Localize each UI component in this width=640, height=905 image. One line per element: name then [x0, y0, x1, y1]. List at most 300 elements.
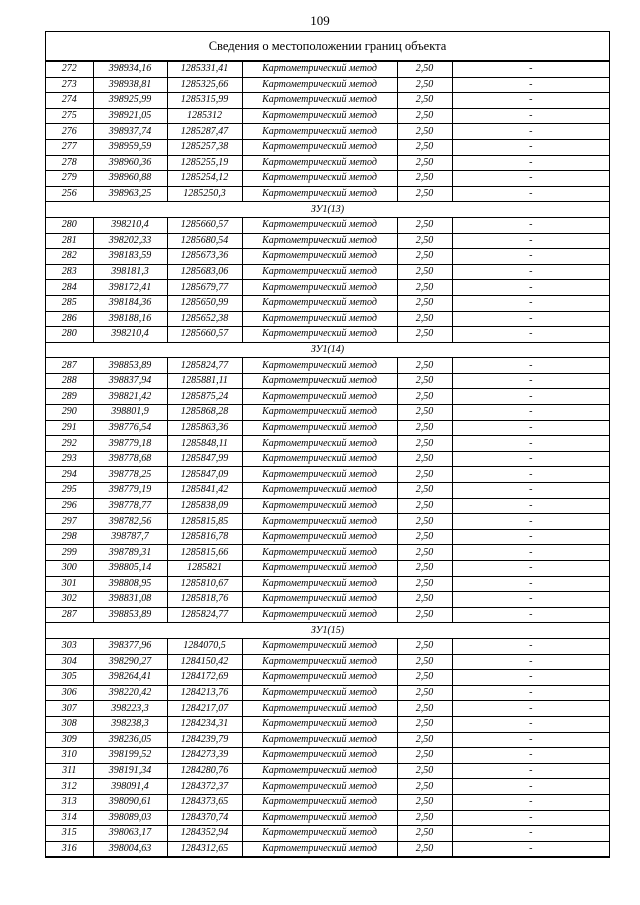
y-coordinate-cell: 1284150,42 [167, 654, 242, 670]
point-number-cell: 276 [46, 124, 93, 140]
x-coordinate-cell: 398220,42 [93, 685, 167, 701]
point-number-cell: 314 [46, 810, 93, 826]
x-coordinate-cell: 398960,36 [93, 155, 167, 171]
x-coordinate-cell: 398089,03 [93, 810, 167, 826]
description-cell: - [452, 514, 609, 530]
point-number-cell: 277 [46, 139, 93, 155]
description-cell: - [452, 607, 609, 623]
x-coordinate-cell: 398238,3 [93, 716, 167, 732]
point-number-cell: 305 [46, 670, 93, 686]
y-coordinate-cell: 1285848,11 [167, 436, 242, 452]
x-coordinate-cell: 398925,99 [93, 93, 167, 109]
table-row [46, 467, 609, 483]
point-number-cell: 298 [46, 529, 93, 545]
y-coordinate-cell: 1284239,79 [167, 732, 242, 748]
x-coordinate-cell: 398789,31 [93, 545, 167, 561]
description-cell: - [452, 841, 609, 857]
table-row [46, 826, 609, 842]
x-coordinate-cell: 398853,89 [93, 607, 167, 623]
table-row [46, 389, 609, 405]
table-row [46, 217, 609, 233]
point-number-cell: 274 [46, 93, 93, 109]
description-cell: - [452, 576, 609, 592]
point-number-cell: 301 [46, 576, 93, 592]
description-cell: - [452, 186, 609, 202]
y-coordinate-cell: 1285838,09 [167, 498, 242, 514]
method-cell: Картометрический метод [242, 576, 397, 592]
method-cell: Картометрический метод [242, 841, 397, 857]
description-cell: - [452, 654, 609, 670]
y-coordinate-cell: 1285255,19 [167, 155, 242, 171]
method-cell: Картометрический метод [242, 451, 397, 467]
precision-cell: 2,50 [397, 685, 452, 701]
method-cell: Картометрический метод [242, 810, 397, 826]
point-number-cell: 284 [46, 280, 93, 296]
table-row [46, 794, 609, 810]
precision-cell: 2,50 [397, 467, 452, 483]
point-number-cell: 272 [46, 62, 93, 78]
x-coordinate-cell: 398937,74 [93, 124, 167, 140]
precision-cell: 2,50 [397, 327, 452, 343]
x-coordinate-cell: 398210,4 [93, 217, 167, 233]
description-cell: - [452, 233, 609, 249]
description-cell: - [452, 810, 609, 826]
x-coordinate-cell: 398959,59 [93, 139, 167, 155]
y-coordinate-cell: 1285287,47 [167, 124, 242, 140]
point-number-cell: 279 [46, 171, 93, 187]
description-cell: - [452, 592, 609, 608]
point-number-cell: 310 [46, 748, 93, 764]
point-number-cell: 275 [46, 108, 93, 124]
method-cell: Картометрический метод [242, 638, 397, 654]
precision-cell: 2,50 [397, 545, 452, 561]
point-number-cell: 311 [46, 763, 93, 779]
table-row [46, 841, 609, 857]
table-row [46, 124, 609, 140]
table-row [46, 405, 609, 421]
description-cell: - [452, 280, 609, 296]
precision-cell: 2,50 [397, 358, 452, 374]
x-coordinate-cell: 398934,16 [93, 62, 167, 78]
method-cell: Картометрический метод [242, 108, 397, 124]
point-number-cell: 286 [46, 311, 93, 327]
precision-cell: 2,50 [397, 826, 452, 842]
precision-cell: 2,50 [397, 186, 452, 202]
method-cell: Картометрический метод [242, 405, 397, 421]
table-row [46, 685, 609, 701]
description-cell: - [452, 139, 609, 155]
method-cell: Картометрический метод [242, 217, 397, 233]
method-cell: Картометрический метод [242, 233, 397, 249]
precision-cell: 2,50 [397, 654, 452, 670]
table-row [46, 436, 609, 452]
x-coordinate-cell: 398779,18 [93, 436, 167, 452]
table-row [46, 171, 609, 187]
table-row [46, 420, 609, 436]
y-coordinate-cell: 1285863,36 [167, 420, 242, 436]
precision-cell: 2,50 [397, 295, 452, 311]
point-number-cell: 306 [46, 685, 93, 701]
table-row [46, 763, 609, 779]
point-number-cell: 278 [46, 155, 93, 171]
y-coordinate-cell: 1284373,65 [167, 794, 242, 810]
x-coordinate-cell: 398188,16 [93, 311, 167, 327]
coordinates-table [46, 61, 609, 857]
precision-cell: 2,50 [397, 638, 452, 654]
y-coordinate-cell: 1285824,77 [167, 607, 242, 623]
point-number-cell: 300 [46, 561, 93, 577]
table-row [46, 77, 609, 93]
table-row [46, 62, 609, 78]
section-row [46, 342, 609, 358]
method-cell: Картометрический метод [242, 420, 397, 436]
point-number-cell: 297 [46, 514, 93, 530]
point-number-cell: 285 [46, 295, 93, 311]
precision-cell: 2,50 [397, 108, 452, 124]
description-cell: - [452, 451, 609, 467]
description-cell: - [452, 529, 609, 545]
precision-cell: 2,50 [397, 217, 452, 233]
y-coordinate-cell: 1285875,24 [167, 389, 242, 405]
x-coordinate-cell: 398191,34 [93, 763, 167, 779]
table-row [46, 264, 609, 280]
point-number-cell: 289 [46, 389, 93, 405]
table-heading: Сведения о местоположении границ объекта [46, 32, 609, 61]
method-cell: Картометрический метод [242, 436, 397, 452]
section-label: ЗУ1(14) [46, 342, 609, 358]
y-coordinate-cell: 1285652,38 [167, 311, 242, 327]
y-coordinate-cell: 1285824,77 [167, 358, 242, 374]
x-coordinate-cell: 398264,41 [93, 670, 167, 686]
method-cell: Картометрический метод [242, 716, 397, 732]
y-coordinate-cell: 1285821 [167, 561, 242, 577]
table-row [46, 514, 609, 530]
table-row [46, 93, 609, 109]
description-cell: - [452, 670, 609, 686]
y-coordinate-cell: 1285331,41 [167, 62, 242, 78]
x-coordinate-cell: 398837,94 [93, 373, 167, 389]
method-cell: Картометрический метод [242, 186, 397, 202]
x-coordinate-cell: 398091,4 [93, 779, 167, 795]
method-cell: Картометрический метод [242, 670, 397, 686]
description-cell: - [452, 171, 609, 187]
description-cell: - [452, 405, 609, 421]
x-coordinate-cell: 398004,63 [93, 841, 167, 857]
y-coordinate-cell: 1285847,09 [167, 467, 242, 483]
point-number-cell: 280 [46, 217, 93, 233]
precision-cell: 2,50 [397, 62, 452, 78]
method-cell: Картометрический метод [242, 264, 397, 280]
description-cell: - [452, 826, 609, 842]
table-row [46, 155, 609, 171]
method-cell: Картометрический метод [242, 748, 397, 764]
method-cell: Картометрический метод [242, 467, 397, 483]
table-row [46, 529, 609, 545]
point-number-cell: 290 [46, 405, 93, 421]
description-cell: - [452, 389, 609, 405]
x-coordinate-cell: 398778,68 [93, 451, 167, 467]
method-cell: Картометрический метод [242, 62, 397, 78]
description-cell: - [452, 311, 609, 327]
description-cell: - [452, 295, 609, 311]
y-coordinate-cell: 1285816,78 [167, 529, 242, 545]
y-coordinate-cell: 1285257,38 [167, 139, 242, 155]
y-coordinate-cell: 1285312 [167, 108, 242, 124]
x-coordinate-cell: 398377,96 [93, 638, 167, 654]
description-cell: - [452, 794, 609, 810]
x-coordinate-cell: 398831,08 [93, 592, 167, 608]
x-coordinate-cell: 398183,59 [93, 249, 167, 265]
point-number-cell: 309 [46, 732, 93, 748]
table-row [46, 607, 609, 623]
table-row [46, 561, 609, 577]
y-coordinate-cell: 1285679,77 [167, 280, 242, 296]
precision-cell: 2,50 [397, 311, 452, 327]
precision-cell: 2,50 [397, 794, 452, 810]
method-cell: Картометрический метод [242, 327, 397, 343]
y-coordinate-cell: 1284273,39 [167, 748, 242, 764]
point-number-cell: 303 [46, 638, 93, 654]
x-coordinate-cell: 398960,88 [93, 171, 167, 187]
table-row [46, 233, 609, 249]
description-cell: - [452, 732, 609, 748]
x-coordinate-cell: 398181,3 [93, 264, 167, 280]
description-cell: - [452, 545, 609, 561]
x-coordinate-cell: 398210,4 [93, 327, 167, 343]
method-cell: Картометрический метод [242, 779, 397, 795]
table-row [46, 779, 609, 795]
y-coordinate-cell: 1284234,31 [167, 716, 242, 732]
precision-cell: 2,50 [397, 483, 452, 499]
description-cell: - [452, 217, 609, 233]
precision-cell: 2,50 [397, 514, 452, 530]
table-row [46, 451, 609, 467]
method-cell: Картометрический метод [242, 155, 397, 171]
y-coordinate-cell: 1284213,76 [167, 685, 242, 701]
table-row [46, 654, 609, 670]
point-number-cell: 296 [46, 498, 93, 514]
description-cell: - [452, 373, 609, 389]
section-row [46, 623, 609, 639]
y-coordinate-cell: 1285673,36 [167, 249, 242, 265]
y-coordinate-cell: 1285250,3 [167, 186, 242, 202]
x-coordinate-cell: 398778,77 [93, 498, 167, 514]
precision-cell: 2,50 [397, 155, 452, 171]
x-coordinate-cell: 398063,17 [93, 826, 167, 842]
x-coordinate-cell: 398805,14 [93, 561, 167, 577]
y-coordinate-cell: 1284280,76 [167, 763, 242, 779]
description-cell: - [452, 701, 609, 717]
x-coordinate-cell: 398090,61 [93, 794, 167, 810]
x-coordinate-cell: 398808,95 [93, 576, 167, 592]
method-cell: Картометрический метод [242, 701, 397, 717]
table-row [46, 483, 609, 499]
precision-cell: 2,50 [397, 420, 452, 436]
table-row [46, 716, 609, 732]
x-coordinate-cell: 398199,52 [93, 748, 167, 764]
y-coordinate-cell: 1284370,74 [167, 810, 242, 826]
method-cell: Картометрический метод [242, 124, 397, 140]
description-cell: - [452, 498, 609, 514]
point-number-cell: 273 [46, 77, 93, 93]
precision-cell: 2,50 [397, 389, 452, 405]
y-coordinate-cell: 1285841,42 [167, 483, 242, 499]
point-number-cell: 292 [46, 436, 93, 452]
point-number-cell: 313 [46, 794, 93, 810]
precision-cell: 2,50 [397, 529, 452, 545]
precision-cell: 2,50 [397, 841, 452, 857]
point-number-cell: 295 [46, 483, 93, 499]
point-number-cell: 283 [46, 264, 93, 280]
method-cell: Картометрический метод [242, 249, 397, 265]
table-row [46, 498, 609, 514]
table-row [46, 732, 609, 748]
table-row [46, 810, 609, 826]
table-row [46, 373, 609, 389]
precision-cell: 2,50 [397, 810, 452, 826]
precision-cell: 2,50 [397, 498, 452, 514]
table-row [46, 748, 609, 764]
description-cell: - [452, 327, 609, 343]
description-cell: - [452, 62, 609, 78]
method-cell: Картометрический метод [242, 280, 397, 296]
method-cell: Картометрический метод [242, 529, 397, 545]
section-row [46, 202, 609, 218]
table-row [46, 545, 609, 561]
table-row [46, 592, 609, 608]
y-coordinate-cell: 1285815,85 [167, 514, 242, 530]
description-cell: - [452, 264, 609, 280]
x-coordinate-cell: 398202,33 [93, 233, 167, 249]
table-row [46, 280, 609, 296]
precision-cell: 2,50 [397, 436, 452, 452]
method-cell: Картометрический метод [242, 93, 397, 109]
point-number-cell: 287 [46, 607, 93, 623]
table-row [46, 638, 609, 654]
precision-cell: 2,50 [397, 451, 452, 467]
point-number-cell: 281 [46, 233, 93, 249]
point-number-cell: 256 [46, 186, 93, 202]
method-cell: Картометрический метод [242, 607, 397, 623]
y-coordinate-cell: 1285315,99 [167, 93, 242, 109]
x-coordinate-cell: 398779,19 [93, 483, 167, 499]
table-row [46, 311, 609, 327]
precision-cell: 2,50 [397, 373, 452, 389]
precision-cell: 2,50 [397, 93, 452, 109]
y-coordinate-cell: 1285818,76 [167, 592, 242, 608]
description-cell: - [452, 638, 609, 654]
y-coordinate-cell: 1285650,99 [167, 295, 242, 311]
point-number-cell: 302 [46, 592, 93, 608]
table-row [46, 670, 609, 686]
point-number-cell: 280 [46, 327, 93, 343]
table-row [46, 249, 609, 265]
method-cell: Картометрический метод [242, 763, 397, 779]
precision-cell: 2,50 [397, 171, 452, 187]
method-cell: Картометрический метод [242, 373, 397, 389]
x-coordinate-cell: 398172,41 [93, 280, 167, 296]
y-coordinate-cell: 1285660,57 [167, 327, 242, 343]
precision-cell: 2,50 [397, 732, 452, 748]
table-row [46, 576, 609, 592]
point-number-cell: 312 [46, 779, 93, 795]
precision-cell: 2,50 [397, 779, 452, 795]
precision-cell: 2,50 [397, 561, 452, 577]
description-cell: - [452, 358, 609, 374]
y-coordinate-cell: 1285325,66 [167, 77, 242, 93]
x-coordinate-cell: 398223,3 [93, 701, 167, 717]
x-coordinate-cell: 398782,56 [93, 514, 167, 530]
y-coordinate-cell: 1284217,07 [167, 701, 242, 717]
y-coordinate-cell: 1285660,57 [167, 217, 242, 233]
method-cell: Картометрический метод [242, 295, 397, 311]
x-coordinate-cell: 398801,9 [93, 405, 167, 421]
method-cell: Картометрический метод [242, 389, 397, 405]
x-coordinate-cell: 398821,42 [93, 389, 167, 405]
precision-cell: 2,50 [397, 763, 452, 779]
precision-cell: 2,50 [397, 264, 452, 280]
x-coordinate-cell: 398921,05 [93, 108, 167, 124]
point-number-cell: 308 [46, 716, 93, 732]
y-coordinate-cell: 1284352,94 [167, 826, 242, 842]
y-coordinate-cell: 1285815,66 [167, 545, 242, 561]
description-cell: - [452, 155, 609, 171]
x-coordinate-cell: 398184,36 [93, 295, 167, 311]
table-row [46, 139, 609, 155]
method-cell: Картометрический метод [242, 139, 397, 155]
y-coordinate-cell: 1285810,67 [167, 576, 242, 592]
description-cell: - [452, 467, 609, 483]
y-coordinate-cell: 1284372,37 [167, 779, 242, 795]
precision-cell: 2,50 [397, 405, 452, 421]
description-cell: - [452, 716, 609, 732]
page-number: 109 [310, 13, 330, 28]
method-cell: Картометрический метод [242, 358, 397, 374]
precision-cell: 2,50 [397, 701, 452, 717]
table-row [46, 358, 609, 374]
description-cell: - [452, 77, 609, 93]
table-row [46, 327, 609, 343]
method-cell: Картометрический метод [242, 483, 397, 499]
description-cell: - [452, 124, 609, 140]
description-cell: - [452, 108, 609, 124]
method-cell: Картометрический метод [242, 171, 397, 187]
precision-cell: 2,50 [397, 670, 452, 686]
precision-cell: 2,50 [397, 592, 452, 608]
section-label: ЗУ1(15) [46, 623, 609, 639]
method-cell: Картометрический метод [242, 732, 397, 748]
point-number-cell: 282 [46, 249, 93, 265]
description-cell: - [452, 436, 609, 452]
table-row [46, 701, 609, 717]
point-number-cell: 287 [46, 358, 93, 374]
precision-cell: 2,50 [397, 607, 452, 623]
point-number-cell: 304 [46, 654, 93, 670]
x-coordinate-cell: 398787,7 [93, 529, 167, 545]
precision-cell: 2,50 [397, 716, 452, 732]
x-coordinate-cell: 398963,25 [93, 186, 167, 202]
method-cell: Картометрический метод [242, 514, 397, 530]
point-number-cell: 299 [46, 545, 93, 561]
x-coordinate-cell: 398778,25 [93, 467, 167, 483]
description-cell: - [452, 685, 609, 701]
method-cell: Картометрический метод [242, 561, 397, 577]
method-cell: Картометрический метод [242, 498, 397, 514]
description-cell: - [452, 561, 609, 577]
point-number-cell: 315 [46, 826, 93, 842]
y-coordinate-cell: 1285683,06 [167, 264, 242, 280]
method-cell: Картометрический метод [242, 826, 397, 842]
